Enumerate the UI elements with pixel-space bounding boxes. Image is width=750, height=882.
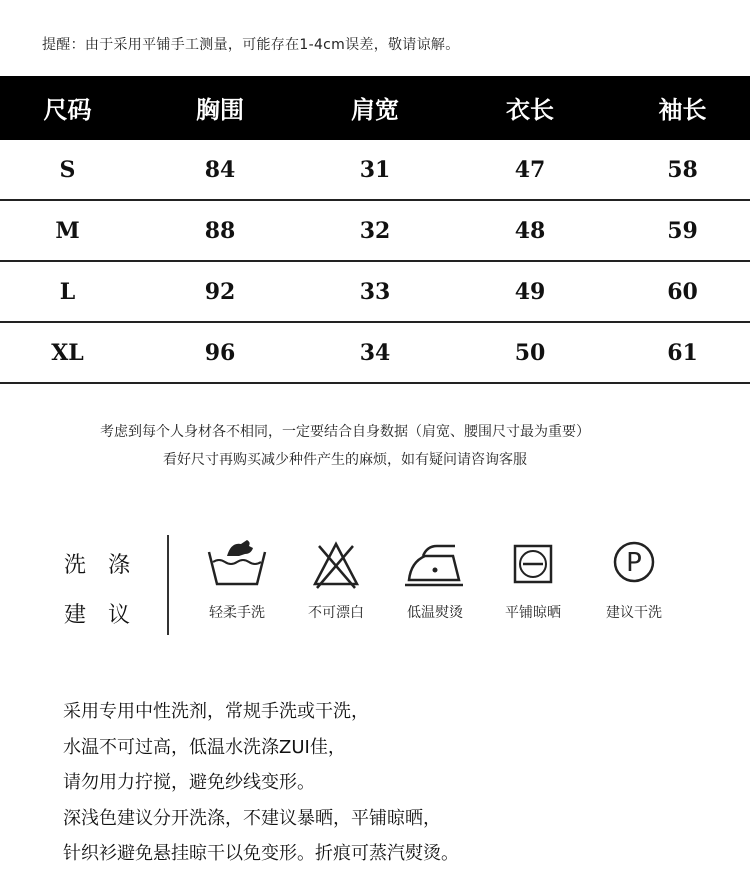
care-instructions [63, 694, 459, 872]
cell-chest: 88 [204, 217, 236, 244]
size-table-header [0, 76, 750, 140]
wash-title-line-2: 建议 [64, 603, 153, 628]
cell-chest: 84 [204, 156, 236, 183]
measurement-notice: 提醒：由于采用平铺手工测量，可能存在1-4cm误差，敬请谅解。 [42, 37, 460, 53]
cell-size: L [59, 278, 76, 305]
cell-size: XL [51, 339, 84, 366]
table-row [0, 323, 750, 384]
cell-sleeve: 58 [667, 156, 698, 183]
care-item-flat-dry [488, 538, 578, 622]
instruction-line: 水温不可过高，低温水洗涤ZUI佳， [63, 736, 346, 758]
intro-line-2: 看好尺寸再购买减少种件产生的麻烦，如有疑问请咨询客服 [163, 452, 527, 468]
care-item-dry-clean [589, 538, 679, 622]
cell-length: 49 [514, 278, 546, 305]
cell-chest: 92 [204, 278, 236, 305]
table-row [0, 262, 750, 323]
header-chest: 胸围 [196, 95, 244, 124]
cell-length: 48 [514, 217, 546, 244]
care-label: 低温熨烫 [407, 605, 463, 621]
instruction-line: 采用专用中性洗剂，常规手洗或干洗， [63, 701, 369, 722]
care-item-hand-wash [192, 538, 282, 622]
no-bleach-icon [309, 538, 363, 592]
cell-sleeve: 60 [667, 278, 698, 305]
cell-sleeve: 61 [667, 339, 698, 366]
size-table [0, 76, 750, 384]
instruction-line: 请勿用力拧搅，避免纱线变形。 [63, 772, 315, 793]
svg-text:P: P [626, 548, 642, 578]
instruction-line: 深浅色建议分开洗涤，不建议暴晒，平铺晾晒， [63, 807, 441, 829]
care-item-no-bleach [291, 538, 381, 622]
low-iron-icon [403, 538, 467, 592]
care-label: 平铺晾晒 [505, 605, 561, 621]
header-sleeve: 袖长 [658, 95, 707, 124]
care-label: 不可漂白 [308, 605, 364, 621]
intro-line-1: 考虑到每个人身材各不相同，一定要结合自身数据（肩宽、腰围尺寸最为重要） [100, 424, 590, 440]
table-row [0, 201, 750, 262]
cell-length: 50 [514, 339, 546, 366]
wash-divider [167, 535, 169, 635]
wash-title-line-1: 洗涤 [64, 553, 153, 578]
care-label: 建议干洗 [606, 605, 662, 621]
table-row [0, 140, 750, 201]
cell-length: 47 [514, 156, 546, 183]
care-label: 轻柔手洗 [209, 605, 265, 621]
dry-clean-icon [607, 538, 661, 592]
cell-sleeve: 59 [667, 217, 698, 244]
header-shoulder: 肩宽 [351, 95, 399, 124]
cell-shoulder: 33 [359, 278, 391, 305]
cell-shoulder: 34 [359, 339, 391, 366]
care-item-low-iron [390, 538, 480, 622]
header-size: 尺码 [43, 95, 92, 124]
instruction-line: 针织衫避免悬挂晾干以免变形。折痕可蒸汽熨烫。 [63, 843, 459, 864]
cell-shoulder: 31 [359, 156, 391, 183]
header-length: 衣长 [506, 95, 554, 124]
hand-wash-icon [205, 538, 269, 592]
cell-shoulder: 32 [359, 217, 391, 244]
cell-size: M [55, 217, 80, 244]
flat-dry-icon [506, 538, 560, 592]
cell-chest: 96 [204, 339, 236, 366]
cell-size: S [59, 156, 76, 183]
